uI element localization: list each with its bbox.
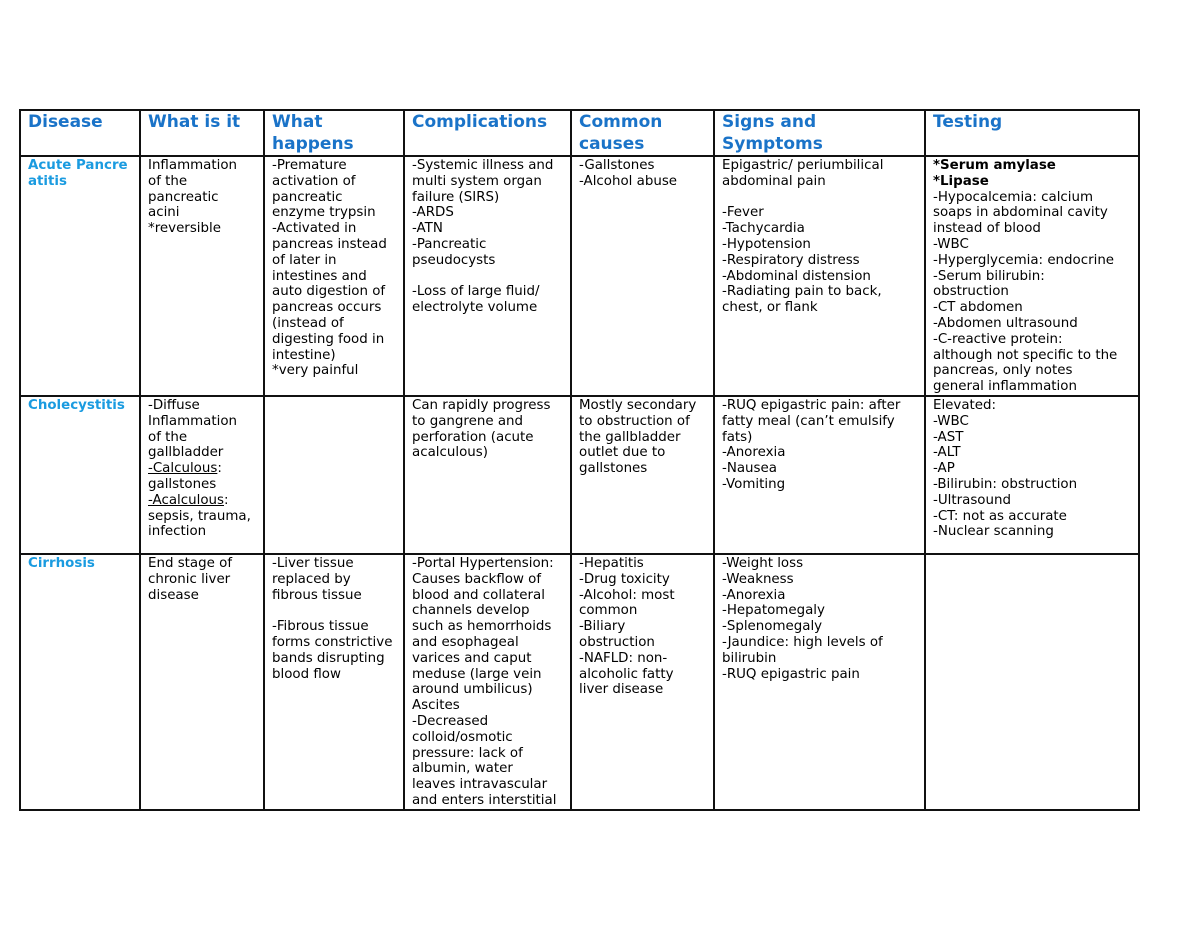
cell-line: -WBC — [933, 413, 969, 429]
cell-line: -Nuclear scanning — [933, 524, 1054, 540]
cell-line: leaves intravascular — [412, 777, 548, 793]
cell-line: -Hypocalcemia: calcium — [933, 189, 1094, 205]
what-is-it-cell — [140, 554, 264, 810]
cell-line: -CT: not as accurate — [933, 508, 1067, 524]
cell-line: forms constrictive — [272, 634, 393, 650]
cell-line: and enters interstitial — [412, 792, 557, 808]
cell-line: to obstruction of — [579, 413, 690, 429]
calculous-colon: : — [217, 461, 222, 477]
cell-line: -Weight loss — [722, 555, 804, 571]
cell-line: of later in — [272, 252, 337, 268]
complications-cell — [404, 396, 571, 554]
cell-line: electrolyte volume — [412, 300, 538, 316]
cell-line: instead of blood — [933, 221, 1041, 237]
cell-line: -Hepatomegaly — [722, 603, 825, 619]
cell-line: -AP — [933, 461, 955, 477]
cell-line: -Portal Hypertension: — [412, 555, 554, 571]
disease-name: Acute Pancreatitis — [20, 156, 140, 396]
what-is-it-lines — [148, 398, 256, 461]
cell-line: -Systemic illness and — [412, 158, 554, 173]
acalculous-line — [148, 493, 256, 509]
cell-line: fatty meal (can’t emulsify — [722, 413, 895, 429]
cell-line: -Alcohol abuse — [579, 173, 678, 189]
cell-line: -RUQ epigastric pain — [722, 666, 860, 682]
cell-line: -Bilirubin: obstruction — [933, 476, 1078, 492]
cell-line: *reversible — [148, 221, 221, 237]
signs-symptoms-cell — [714, 156, 925, 396]
cell-line: -Hypotension — [722, 236, 811, 252]
cell-line: activation of — [272, 173, 356, 189]
cell-line: Mostly secondary — [579, 397, 697, 413]
cell-line: -Drug toxicity — [579, 571, 670, 587]
common-causes-cell — [571, 554, 714, 810]
cell-line: fats) — [722, 429, 753, 445]
cell-line: -ATN — [412, 221, 443, 237]
cell-line: -RUQ epigastric pain: after — [722, 397, 901, 413]
header-row — [20, 110, 1139, 156]
header-common-causes: Common causes — [571, 110, 714, 156]
cell-line: varices and caput — [412, 650, 532, 666]
testing-lines — [933, 190, 1131, 395]
cell-line: and esophageal — [412, 634, 519, 650]
cell-line: -ARDS — [412, 205, 454, 221]
cell-line: -ALT — [933, 445, 961, 461]
cell-line: alcoholic fatty — [579, 666, 674, 682]
cell-line: such as hemorrhoids — [412, 619, 552, 635]
cell-line: outlet due to — [579, 445, 666, 461]
cell-line: gallstones — [579, 461, 648, 477]
cell-line: -Tachycardia — [722, 221, 805, 237]
cell-line: pressure: lack of — [412, 745, 523, 761]
cell-line: -Jaundice: high levels of — [722, 634, 883, 650]
cell-line: acalculous) — [412, 445, 488, 461]
cell-line: Ascites — [412, 698, 460, 714]
cell-line: -WBC — [933, 236, 969, 252]
cell-line: -Abdominal distension — [722, 268, 871, 284]
testing-cell — [925, 396, 1139, 554]
cell-line: pancreatic — [272, 189, 343, 205]
calculous-term: -Calculous — [148, 461, 218, 477]
cell-line: -Anorexia — [722, 445, 786, 461]
cell-line: pseudocysts — [412, 252, 496, 268]
cell-line: pancreatic — [148, 189, 219, 205]
cell-line: perforation (acute — [412, 429, 534, 445]
cell-line: pancreas instead — [272, 236, 387, 252]
cell-line: -C-reactive protein: — [933, 331, 1063, 347]
cell-line: fibrous tissue — [272, 587, 362, 603]
cell-line: digesting food in — [272, 331, 385, 347]
cell-line: -Alcohol: most — [579, 587, 675, 603]
cell-line: intestine) — [272, 347, 336, 363]
testing-cell — [925, 156, 1139, 396]
table-row — [20, 396, 1139, 554]
header-signs-symptoms: Signs and Symptoms — [714, 110, 925, 156]
signs-symptoms-cell — [714, 396, 925, 554]
cell-line: chest, or flank — [722, 300, 818, 316]
what-happens-cell — [264, 156, 404, 396]
cell-line: blood flow — [272, 666, 341, 682]
disease-name: Cirrhosis — [20, 554, 140, 810]
header-disease: Disease — [20, 110, 140, 156]
cell-line: colloid/osmotic — [412, 729, 513, 745]
cell-line: -Serum bilirubin: — [933, 268, 1045, 284]
cell-line: -Activated in — [272, 221, 357, 237]
acalculous-term: -Acalculous — [148, 492, 224, 508]
cell-line: -Decreased — [412, 713, 489, 729]
what-happens-cell — [264, 396, 404, 554]
cell-line: the gallbladder — [579, 429, 681, 445]
cell-line: of the — [148, 429, 188, 445]
header-testing: Testing — [925, 110, 1139, 156]
cell-line: gallbladder — [148, 445, 224, 461]
cell-line: obstruction — [933, 284, 1009, 300]
cell-line: to gangrene and — [412, 413, 524, 429]
cell-line: (instead of — [272, 315, 344, 331]
cell-line: although not specific to the — [933, 347, 1118, 363]
cell-line: -Respiratory distress — [722, 252, 860, 268]
cell-line: -Premature — [272, 158, 347, 173]
cell-line: -Weakness — [722, 571, 794, 587]
cell-line: -CT abdomen — [933, 300, 1023, 316]
cell-line — [272, 603, 396, 619]
common-causes-cell — [571, 396, 714, 554]
cell-line: -Nausea — [722, 461, 777, 477]
cell-line: -Liver tissue — [272, 555, 354, 571]
cell-line: Can rapidly progress — [412, 397, 551, 413]
header-what-is-it: What is it — [140, 110, 264, 156]
cell-line: blood and collateral — [412, 587, 545, 603]
table-row — [20, 554, 1139, 810]
cell-line — [722, 190, 917, 206]
cell-line: -Diffuse — [148, 397, 200, 413]
cell-line: pancreas occurs — [272, 300, 382, 316]
cell-line: -Pancreatic — [412, 236, 487, 252]
cell-line: -Radiating pain to back, — [722, 284, 882, 300]
common-causes-cell — [571, 156, 714, 396]
cell-line: multi system organ — [412, 173, 542, 189]
cell-line: -Hyperglycemia: endocrine — [933, 252, 1115, 268]
cell-line: auto digestion of — [272, 284, 386, 300]
cell-line: failure (SIRS) — [412, 189, 500, 205]
cell-line: sepsis, trauma, — [148, 508, 251, 524]
disease-name: Cholecystitis — [20, 396, 140, 554]
header-what-happens: What happens — [264, 110, 404, 156]
cell-line: -Biliary — [579, 619, 626, 635]
complications-cell — [404, 554, 571, 810]
what-is-it-cell — [140, 156, 264, 396]
testing-key-line: *Serum amylase — [933, 158, 1056, 173]
what-happens-cell — [264, 554, 404, 810]
cell-line: -Splenomegaly — [722, 619, 823, 635]
cell-line: -Anorexia — [722, 587, 786, 603]
cell-line — [412, 269, 563, 285]
cell-line: bilirubin — [722, 650, 777, 666]
cell-line: abdominal pain — [722, 173, 826, 189]
cell-line: Causes backflow of — [412, 571, 542, 587]
cell-line: common — [579, 603, 638, 619]
testing-key-line: *Lipase — [933, 173, 989, 189]
cell-line: replaced by — [272, 571, 351, 587]
acalculous-detail — [148, 509, 256, 541]
cell-line: -Gallstones — [579, 158, 655, 173]
cell-line: Elevated: — [933, 397, 997, 413]
cell-line: meduse (large vein — [412, 666, 542, 682]
what-is-it-cell — [140, 396, 264, 554]
calculous-detail: gallstones — [148, 476, 217, 492]
cell-line: *very painful — [272, 363, 359, 379]
cell-line: of the — [148, 173, 188, 189]
testing-cell — [925, 554, 1139, 810]
cell-line: channels develop — [412, 603, 530, 619]
cell-line: End stage of — [148, 555, 233, 571]
cell-line: -NAFLD: non- — [579, 650, 668, 666]
acalculous-colon: : — [223, 492, 229, 508]
cell-line: disease — [148, 587, 199, 603]
cell-line: infection — [148, 524, 207, 540]
cell-line: enzyme trypsin — [272, 205, 376, 221]
cell-line: -Ultrasound — [933, 492, 1011, 508]
table-row — [20, 156, 1139, 396]
cell-line: -Abdomen ultrasound — [933, 315, 1078, 331]
cell-line: albumin, water — [412, 761, 513, 777]
cell-line: -Fibrous tissue — [272, 619, 369, 635]
calculous-line — [148, 461, 256, 477]
cell-line: general inflammation — [933, 379, 1077, 395]
header-complications: Complications — [404, 110, 571, 156]
cell-line: -Hepatitis — [579, 555, 644, 571]
cell-line: intestines and — [272, 268, 367, 284]
cell-line: bands disrupting — [272, 650, 385, 666]
cell-line: Epigastric/ periumbilical — [722, 158, 884, 173]
cell-line: -Fever — [722, 205, 764, 221]
cell-line: -Loss of large fluid/ — [412, 284, 540, 300]
cell-line: liver disease — [579, 682, 664, 698]
cell-line: Inflammation — [148, 158, 238, 173]
cell-line: chronic liver — [148, 571, 231, 587]
cell-line: acini — [148, 205, 180, 221]
cell-line: -Vomiting — [722, 476, 786, 492]
cell-line: around umbilicus) — [412, 682, 533, 698]
cell-line: soaps in abdominal cavity — [933, 205, 1108, 221]
cell-line: pancreas, only notes — [933, 363, 1073, 379]
complications-cell — [404, 156, 571, 396]
signs-symptoms-cell — [714, 554, 925, 810]
cell-line: Inflammation — [148, 413, 238, 429]
disease-table — [19, 109, 1140, 811]
cell-line: -AST — [933, 429, 964, 445]
cell-line: obstruction — [579, 634, 655, 650]
